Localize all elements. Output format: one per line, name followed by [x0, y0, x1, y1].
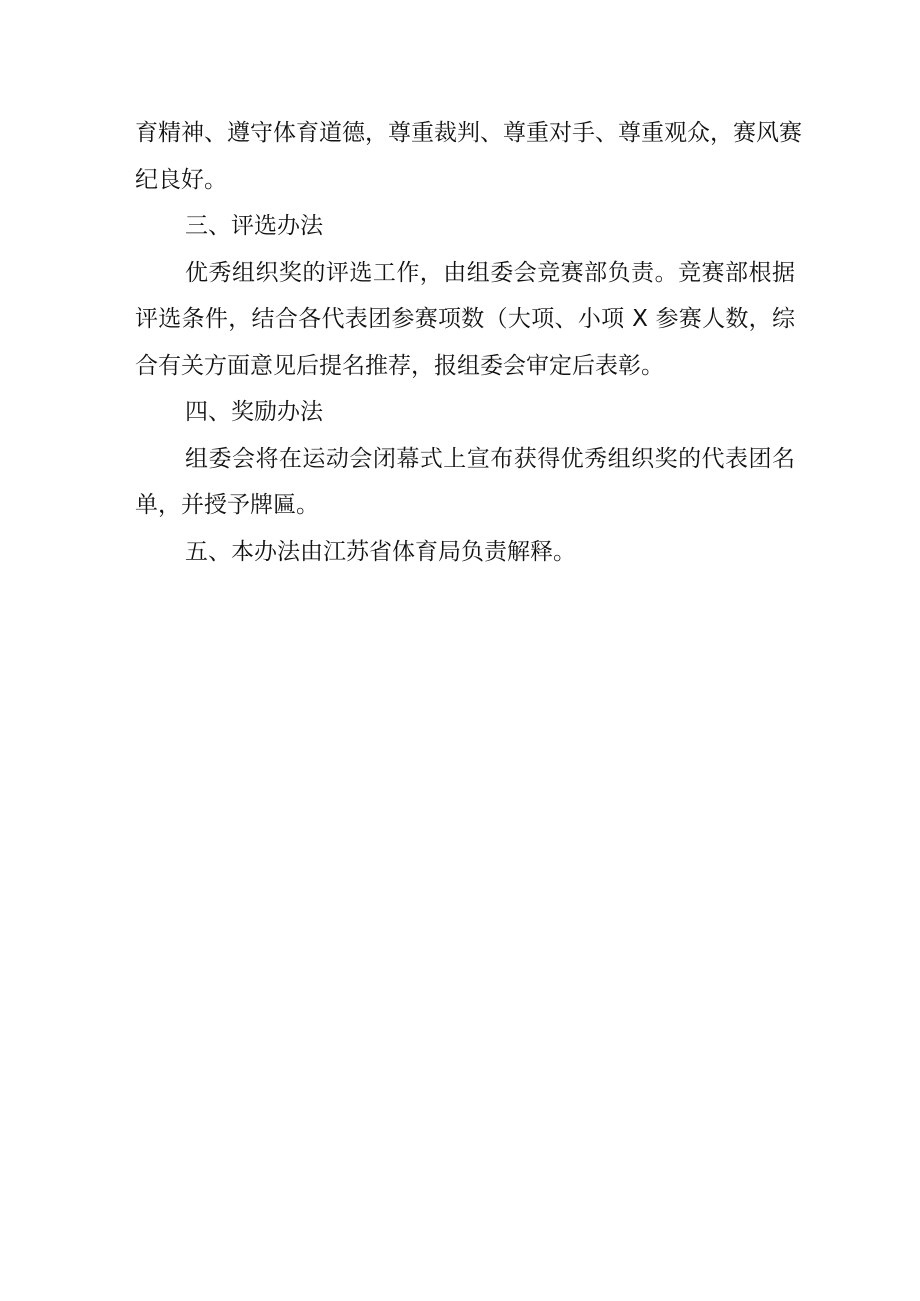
paragraph-line: 合有关方面意见后提名推荐，报组委会审定后表彰。: [135, 352, 664, 379]
paragraph-line: 优秀组织奖的评选工作，由组委会竞赛部负责。竞赛部根据: [185, 259, 795, 286]
section-heading: 三、评选办法: [185, 213, 323, 239]
document-page: [135, 118, 802, 583]
paragraph-line: 育精神、遵守体育道德，尊重裁判、尊重对手、尊重观众，赛风赛: [135, 120, 802, 146]
paragraph-line: 五、本办法由江苏省体育局负责解释。: [185, 538, 576, 565]
paragraph-line: 单，并授予牌匾。: [135, 492, 319, 518]
paragraph-line: 组委会将在运动会闭幕式上宣布获得优秀组织奖的代表团名: [185, 445, 795, 472]
paragraph-line: 评选条件，结合各代表团参赛项数（大项、小项 X 参赛人数，综: [135, 306, 795, 332]
paragraph-line: 纪良好。: [135, 166, 227, 193]
section-heading: 四、奖励办法: [185, 399, 323, 425]
